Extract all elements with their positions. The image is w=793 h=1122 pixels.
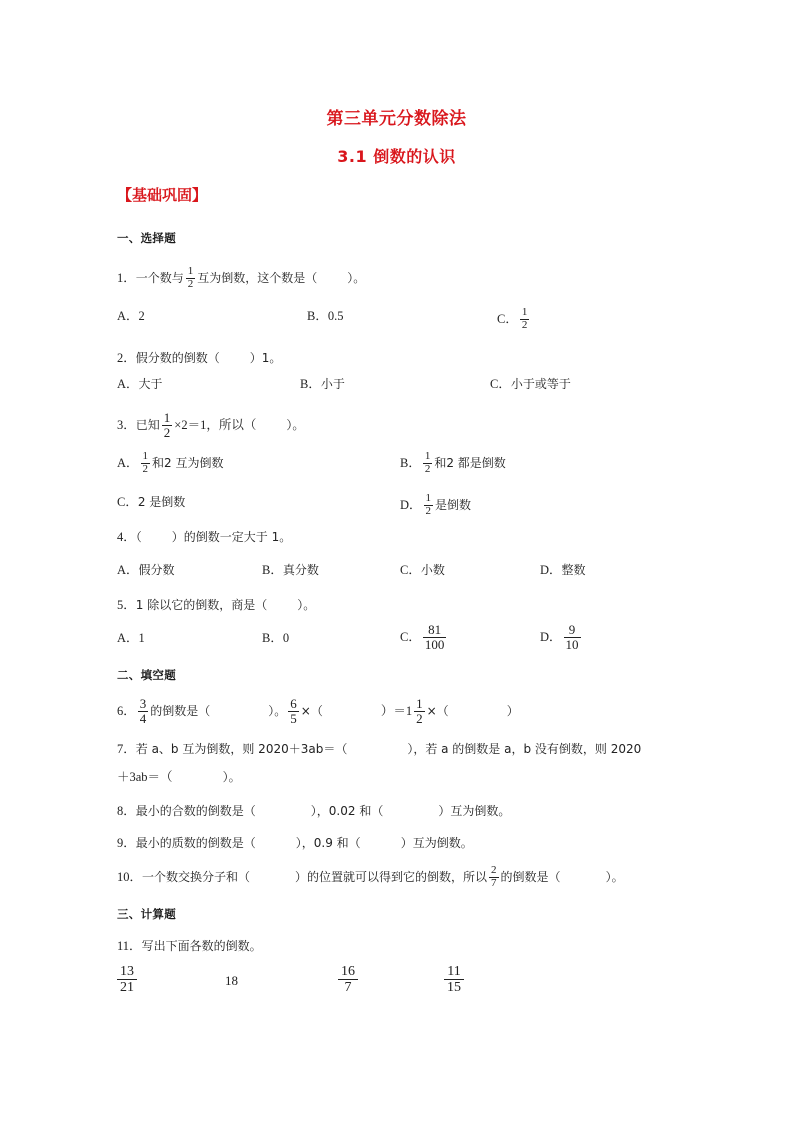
option-value: 是倒数 <box>435 497 472 512</box>
question-7-text-a: 若 a、b 互为倒数，则 2020＋3ab＝（ <box>135 742 348 756</box>
option-1-b[interactable] <box>307 308 343 324</box>
question-7-text-c: ＋3ab＝（ <box>117 770 173 784</box>
denominator: 15 <box>444 979 464 995</box>
question-4-text-tail: ）的倒数一定大于 1。 <box>171 530 292 544</box>
question-6 <box>117 698 519 726</box>
option-letter: B <box>307 309 316 323</box>
question-8-number: 8 <box>117 804 124 818</box>
option-letter: A <box>117 309 127 323</box>
option-letter: D <box>400 497 410 512</box>
question-5-number: 5 <box>117 598 124 612</box>
question-9-number: 9 <box>117 836 124 850</box>
option-2-a[interactable] <box>117 376 163 392</box>
option-4-a[interactable] <box>117 562 175 578</box>
numerator: 1 <box>424 450 431 462</box>
section-heading-fill: 二、填空题 <box>117 668 176 682</box>
question-9 <box>117 835 473 851</box>
section-heading-compute: 三、计算题 <box>117 907 176 921</box>
option-dot: ． <box>549 563 562 577</box>
option-value: 和2 都是倒数 <box>434 455 506 470</box>
question-9-text-a: 最小的质数的倒数是（ <box>135 836 256 850</box>
page-title: 第三单元分数除法 <box>326 109 467 129</box>
question-6-fraction-1 <box>138 697 149 725</box>
numerator: 11 <box>447 964 461 979</box>
option-dot: ． <box>505 311 518 326</box>
question-6-text-c: ×（ <box>300 704 323 719</box>
denominator: 2 <box>142 462 149 475</box>
option-4-c[interactable] <box>400 562 445 578</box>
question-3-number: 3 <box>117 418 124 433</box>
numerator: 9 <box>568 622 576 637</box>
question-6-text-a: 的倒数是（ <box>150 704 211 719</box>
question-5 <box>117 597 315 613</box>
numerator: 1 <box>521 306 528 318</box>
numerator: 1 <box>187 265 194 277</box>
question-7-dot: ． <box>123 742 136 756</box>
option-dot: ． <box>308 377 321 391</box>
option-1-c[interactable] <box>497 308 531 332</box>
option-value: 大于 <box>138 377 163 391</box>
question-6-dot: ． <box>123 704 136 719</box>
option-5-c[interactable] <box>400 624 448 652</box>
denominator: 10 <box>565 636 579 652</box>
denominator: 2 <box>416 710 423 726</box>
question-7-number: 7 <box>117 742 124 756</box>
question-3-fraction <box>162 411 173 439</box>
question-11-number: 11 <box>117 939 130 953</box>
option-letter: C <box>497 311 506 326</box>
question-11-text: 写出下面各数的倒数。 <box>141 939 262 953</box>
option-letter: A <box>117 563 127 577</box>
question-1-fraction <box>186 266 196 290</box>
question-9-dot: ． <box>123 836 136 850</box>
denominator: 2 <box>424 462 431 475</box>
option-dot: ． <box>498 377 511 391</box>
section-heading-choice: 一、选择题 <box>117 231 176 245</box>
option-dot: ． <box>408 630 421 645</box>
denominator: 2 <box>187 277 194 290</box>
option-dot: ． <box>126 631 139 645</box>
question-8-text-c: ）互为倒数。 <box>438 804 511 818</box>
option-dot: ． <box>126 563 139 577</box>
question-1-text-b: 互为倒数，这个数是（ <box>197 270 318 285</box>
question-2-text-tail: ）1。 <box>249 351 282 365</box>
option-4-d[interactable] <box>540 562 586 578</box>
option-letter: A <box>117 631 127 645</box>
option-5-b[interactable] <box>262 630 289 646</box>
option-value: 2 是倒数 <box>137 495 186 509</box>
question-6-fraction-3 <box>414 697 425 725</box>
option-value: 假分数 <box>138 563 175 577</box>
option-fraction <box>564 623 581 651</box>
question-3-dot: ． <box>123 418 136 433</box>
option-letter: B <box>300 377 309 391</box>
denominator: 2 <box>163 424 171 440</box>
question-11-dot: ． <box>129 939 142 953</box>
option-3-c[interactable] <box>117 494 185 510</box>
question-5-text: 1 除以它的倒数，商是（ <box>135 598 268 612</box>
option-1-a[interactable] <box>117 308 145 324</box>
question-10-fraction <box>489 865 499 889</box>
compute-item-1 <box>117 964 137 996</box>
denominator: 2 <box>521 318 528 331</box>
option-letter: C <box>400 563 409 577</box>
question-10 <box>117 866 624 890</box>
numerator: 1 <box>416 696 423 711</box>
question-8 <box>117 803 510 819</box>
option-letter: D <box>540 563 550 577</box>
option-value: 2 <box>138 309 145 323</box>
question-1-dot: ． <box>123 270 136 285</box>
option-dot: ． <box>126 309 139 323</box>
question-3 <box>117 412 304 440</box>
option-dot: ． <box>270 563 283 577</box>
question-4-number: 4 <box>117 530 124 544</box>
numerator: 1 <box>142 450 149 462</box>
question-4 <box>117 529 291 545</box>
option-value: 小于或等于 <box>510 377 571 391</box>
option-value: 0 <box>282 631 290 645</box>
question-1-number: 1 <box>117 270 124 285</box>
option-value: 0.5 <box>327 309 344 323</box>
numerator: 13 <box>120 964 134 979</box>
question-6-text-b: ）。 <box>268 704 287 719</box>
question-1-text-c: ）。 <box>347 270 366 285</box>
denominator: 7 <box>338 979 358 995</box>
option-dot: ． <box>125 495 138 509</box>
numerator: 1 <box>163 410 171 425</box>
question-6-text-f: ） <box>506 704 519 719</box>
question-10-text-d: ）。 <box>605 869 624 884</box>
question-3-text-c: ）。 <box>286 418 305 433</box>
section-label-basic: 【基础巩固】 <box>117 186 208 204</box>
option-fraction <box>423 623 447 651</box>
numerator: 6 <box>290 696 297 711</box>
option-dot: ． <box>408 563 421 577</box>
question-2 <box>117 350 281 366</box>
question-6-fraction-2 <box>288 697 299 725</box>
question-7-line-2 <box>117 769 241 785</box>
denominator: 21 <box>117 979 137 995</box>
question-10-number: 10 <box>117 869 130 884</box>
question-6-text-e: ×（ <box>426 704 449 719</box>
question-1-text-a: 一个数与 <box>135 270 184 285</box>
option-letter: A <box>117 377 127 391</box>
option-dot: ． <box>315 309 328 323</box>
compute-item-3 <box>338 964 358 996</box>
question-10-text-b: ）的位置就可以得到它的倒数，所以 <box>295 869 488 884</box>
option-letter: C <box>490 377 499 391</box>
question-3-text-a: 已知 <box>135 418 160 433</box>
option-4-b[interactable] <box>262 562 319 578</box>
option-dot: ． <box>549 630 562 645</box>
question-5-text-tail: ）。 <box>297 598 316 612</box>
question-4-dot: ． <box>123 530 136 544</box>
option-value: 真分数 <box>282 563 319 577</box>
option-fraction <box>141 451 151 475</box>
question-9-text-b: ），0.9 和（ <box>295 836 361 850</box>
option-3-a[interactable] <box>117 452 224 476</box>
option-letter: C <box>400 630 409 645</box>
question-6-number: 6 <box>117 704 124 719</box>
option-letter: B <box>262 631 271 645</box>
option-value: 小数 <box>420 563 445 577</box>
denominator: 7 <box>491 876 497 889</box>
question-1 <box>117 267 365 291</box>
question-10-text-a: 一个数交换分子和（ <box>142 869 251 884</box>
option-value: 小于 <box>320 377 345 391</box>
option-letter: C <box>117 495 126 509</box>
question-9-text-c: ）互为倒数。 <box>400 836 473 850</box>
question-7-text-d: ）。 <box>222 770 241 784</box>
question-2-dot: ． <box>123 351 136 365</box>
option-dot: ． <box>270 631 283 645</box>
numerator: 2 <box>491 864 497 876</box>
option-2-c[interactable] <box>490 376 571 392</box>
option-dot: ． <box>126 455 139 470</box>
option-letter: D <box>540 630 550 645</box>
option-fraction <box>520 307 530 331</box>
question-7-line-1 <box>117 741 641 757</box>
question-7-text-b: ），若 a 的倒数是 a，b 没有倒数，则 2020 <box>407 742 642 756</box>
option-5-d[interactable] <box>540 624 583 652</box>
option-letter: B <box>400 455 409 470</box>
question-2-text: 假分数的倒数（ <box>135 351 220 365</box>
denominator: 2 <box>425 504 432 517</box>
question-10-dot: ． <box>129 869 143 884</box>
question-8-dot: ． <box>123 804 136 818</box>
numerator: 81 <box>428 622 442 637</box>
question-4-text: （ <box>135 530 142 544</box>
option-dot: ． <box>408 455 421 470</box>
question-10-text-c: 的倒数是（ <box>500 869 561 884</box>
numerator: 16 <box>341 964 355 979</box>
option-3-b[interactable] <box>400 452 506 476</box>
option-fraction <box>423 451 433 475</box>
denominator: 100 <box>424 636 445 652</box>
question-6-text-d: ）＝1 <box>380 704 413 719</box>
question-8-text-b: ），0.02 和（ <box>310 804 384 818</box>
question-2-number: 2 <box>117 351 124 365</box>
compute-item-2: 18 <box>225 973 238 988</box>
question-3-text-b: ×2＝1，所以（ <box>174 418 257 433</box>
denominator: 5 <box>290 710 297 726</box>
option-value: 1 <box>138 631 145 645</box>
compute-item-4 <box>444 964 464 996</box>
option-letter: A <box>117 455 127 470</box>
option-dot: ． <box>126 377 139 391</box>
page-subtitle: 3.1 倒数的认识 <box>337 147 456 166</box>
option-3-d[interactable] <box>400 494 471 518</box>
numerator: 1 <box>425 492 432 504</box>
option-dot: ． <box>409 497 422 512</box>
denominator: 4 <box>139 710 147 726</box>
option-value: 和2 互为倒数 <box>152 455 224 470</box>
option-5-a[interactable] <box>117 630 145 646</box>
question-11 <box>117 938 262 954</box>
numerator: 3 <box>139 696 147 711</box>
option-fraction <box>424 493 434 517</box>
option-value: 整数 <box>561 563 586 577</box>
option-letter: B <box>262 563 271 577</box>
option-2-b[interactable] <box>300 376 345 392</box>
question-8-text-a: 最小的合数的倒数是（ <box>135 804 256 818</box>
question-5-dot: ． <box>123 598 136 612</box>
